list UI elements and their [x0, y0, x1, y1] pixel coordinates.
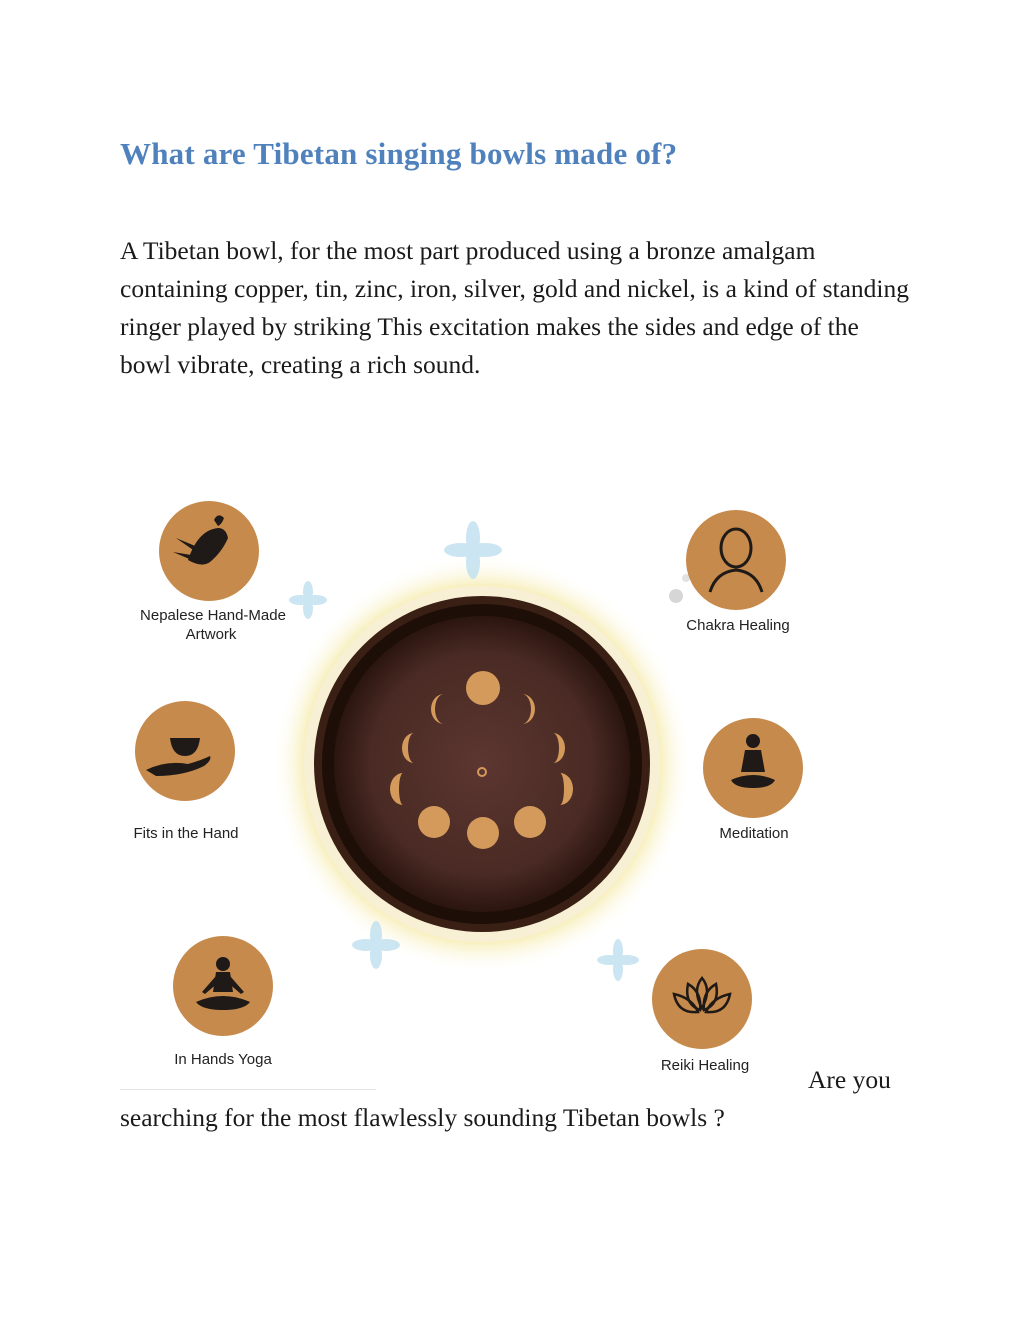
feature-reiki-healing — [652, 949, 752, 1074]
singing-bowl-infographic — [118, 490, 818, 1080]
medallion — [652, 949, 752, 1049]
feature-label: Fits in the Hand — [133, 825, 239, 842]
feature-chakra-healing — [686, 510, 790, 634]
feature-label: In Hands Yoga — [174, 1051, 272, 1068]
closing-text-part1: Are you — [808, 1065, 891, 1094]
moon-full — [418, 806, 450, 838]
feature-label: Meditation — [719, 825, 789, 842]
medallion — [686, 510, 786, 610]
moon-full — [467, 817, 499, 849]
feature-nepalese-artwork — [140, 501, 286, 643]
closing-text-part2: searching for the most flawlessly sounding Tibetan bowls ? — [120, 1103, 725, 1132]
feature-meditation — [703, 718, 803, 842]
page-heading: What are Tibetan singing bowls made of? — [120, 136, 678, 171]
infographic-svg — [118, 490, 818, 1080]
feature-label: Nepalese Hand-Made — [140, 607, 286, 624]
feature-label: Chakra Healing — [686, 617, 790, 634]
body-paragraph: A Tibetan bowl, for the most part produced using a bronze amalgam containing copper, tin, zinc, iron, silver, gold and nickel, is a kind of standing ringer played by striking This excitation makes the sides and edge of the bowl vibrate, creating a rich sound. — [120, 236, 909, 379]
bubble-dot — [669, 589, 683, 603]
image-caption-divider — [120, 1089, 376, 1090]
moon-full — [514, 806, 546, 838]
feature-fits-in-hand — [133, 701, 238, 842]
feature-label: Reiki Healing — [660, 1057, 750, 1074]
feature-in-hands-yoga — [173, 936, 273, 1068]
feature-label-line2: Artwork — [185, 626, 237, 643]
bowl-interior — [334, 616, 630, 912]
moon-full-top — [466, 671, 500, 705]
